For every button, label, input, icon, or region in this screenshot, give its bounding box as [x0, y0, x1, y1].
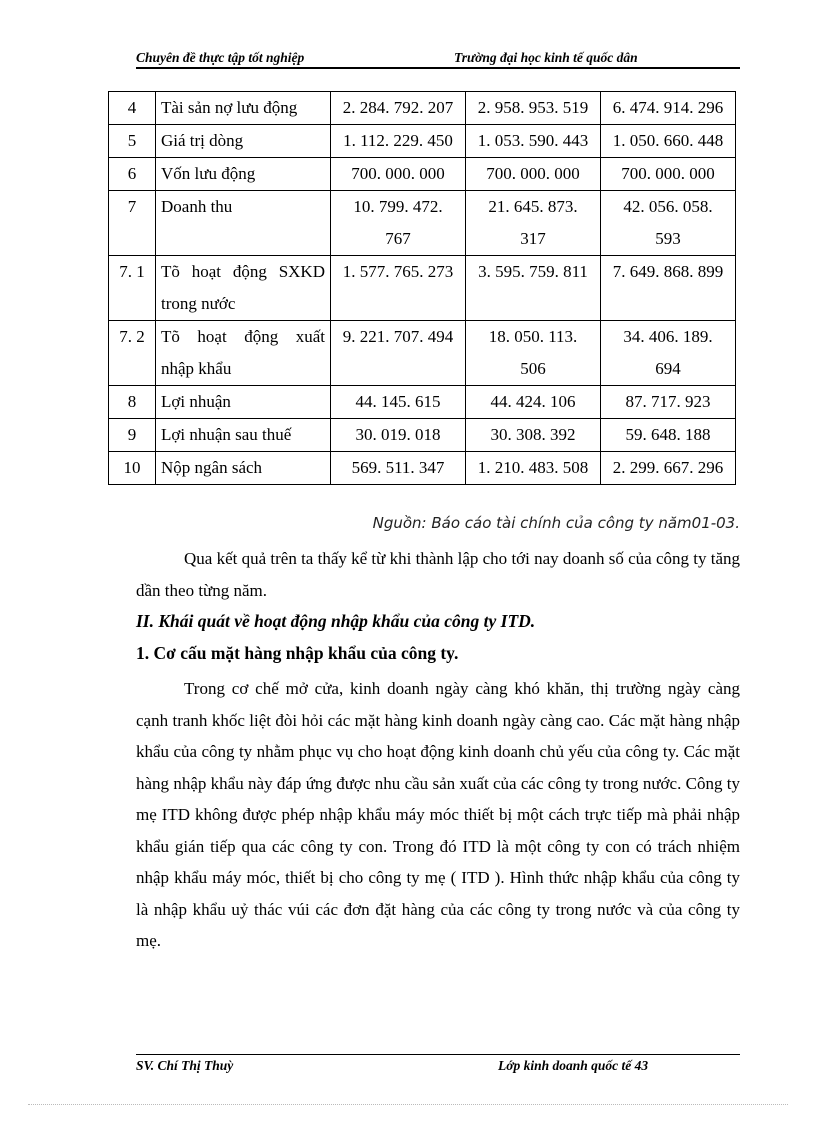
row-label-line: Vốn lưu động	[161, 164, 256, 183]
value-2003	[601, 419, 736, 452]
footer-class: Lớp kinh doanh quốc tế 43	[498, 1058, 649, 1073]
value-2002	[466, 92, 601, 125]
value-2001-line: 569. 511. 347	[351, 458, 445, 477]
row-label	[156, 92, 331, 125]
value-2001	[331, 452, 466, 485]
row-label	[156, 386, 331, 419]
value-2001-line: 1. 112. 229. 450	[343, 131, 453, 150]
row-label-line: Lợi nhuận	[161, 392, 231, 411]
value-2001	[331, 92, 466, 125]
value-2002-line: 506	[520, 359, 546, 378]
value-2001-line: 10. 799. 472.	[353, 197, 443, 216]
table-row	[109, 386, 736, 419]
value-2002	[466, 419, 601, 452]
value-2002	[466, 386, 601, 419]
value-2003-line: 34. 406. 189.	[623, 327, 713, 346]
page-footer	[136, 1058, 740, 1078]
value-2002-line: 18. 050. 113.	[488, 327, 578, 346]
value-2003-line: 2. 299. 667. 296	[612, 458, 724, 477]
value-2003	[601, 92, 736, 125]
value-2002-line: 317	[520, 229, 546, 248]
value-2001-line: 700. 000. 000	[351, 164, 445, 183]
source-note: Nguồn: Báo cáo tài chính của công ty năm01-03.	[372, 514, 740, 532]
value-2002	[466, 321, 601, 386]
row-label	[156, 256, 331, 321]
row-label	[156, 321, 331, 386]
footer-rule	[136, 1054, 740, 1055]
paragraph-1-text: Qua kết quả trên ta thấy kể từ khi thành lập cho tới nay doanh số của công ty tăng dần theo từng năm.	[136, 549, 740, 600]
row-index: 6	[109, 158, 156, 191]
value-2002-line: 21. 645. 873.	[488, 197, 578, 216]
table-row	[109, 452, 736, 485]
paragraph-2-text: Trong cơ chế mở cửa, kinh doanh ngày càng khó khăn, thị trường ngày càng cạnh tranh khốc liệt đòi hỏi các mặt hàng kinh doanh ngày càng cao. Các mặt hàng nhập khẩu của công ty nhằm phục vụ cho hoạt động kinh doanh chủ yếu của công ty. Các mặt hàng nhập khẩu này đáp ứng được nhu cầu sản xuất của các công ty trong nước. Công ty mẹ ITD không được phép nhập khẩu máy móc thiết bị một cách trực tiếp mà phải nhập khẩu gián tiếp qua các công ty con. Trong đó ITD là một công ty con có trách nhiệm nhập khẩu máy móc, thiết bị cho công ty mẹ ( ITD ). Hình thức nhập khẩu của công ty là nhập khẩu uỷ thác vúi các đơn đặt hàng của các công ty trong nước và của công ty mẹ.	[136, 679, 740, 950]
row-label-line: trong nước	[161, 294, 236, 313]
paragraph-1	[136, 543, 740, 606]
value-2003-line: 6. 474. 914. 296	[612, 98, 724, 117]
value-2001-line: 44. 145. 615	[355, 392, 441, 411]
value-2003-line: 59. 648. 188	[625, 425, 711, 444]
row-label-line: Lợi nhuận sau thuế	[161, 425, 292, 444]
row-index: 10	[109, 452, 156, 485]
value-2003-line: 87. 717. 923	[625, 392, 711, 411]
row-label	[156, 452, 331, 485]
row-index: 7. 2	[109, 321, 156, 386]
value-2003	[601, 158, 736, 191]
table-row	[109, 321, 736, 386]
row-label-line: Tõ hoạt động xuất	[161, 327, 325, 346]
row-index: 9	[109, 419, 156, 452]
value-2002	[466, 191, 601, 256]
row-label	[156, 191, 331, 256]
value-2001-line: 2. 284. 792. 207	[342, 98, 454, 117]
table-row	[109, 191, 736, 256]
value-2003-line: 42. 056. 058.	[623, 197, 713, 216]
value-2003	[601, 191, 736, 256]
value-2003-line: 694	[655, 359, 681, 378]
value-2002-line: 700. 000. 000	[486, 164, 580, 183]
page-header	[136, 48, 740, 68]
row-label-line: nhập khẩu	[161, 359, 232, 378]
value-2002	[466, 256, 601, 321]
paragraph-2	[136, 673, 740, 957]
value-2001-line: 30. 019. 018	[355, 425, 441, 444]
row-index: 7	[109, 191, 156, 256]
value-2002	[466, 158, 601, 191]
header-right-title: Trường đại học kinh tế quốc dân	[454, 50, 638, 65]
table-row	[109, 256, 736, 321]
row-label-line: Tõ hoạt động SXKD	[161, 262, 325, 281]
value-2002-line: 1. 053. 590. 443	[477, 131, 589, 150]
value-2001	[331, 158, 466, 191]
value-2001-line: 1. 577. 765. 273	[342, 262, 454, 281]
value-2002-line: 3. 595. 759. 811	[478, 262, 588, 281]
value-2001-line: 767	[385, 229, 411, 248]
header-rule	[136, 67, 740, 69]
value-2003-line: 593	[655, 229, 681, 248]
value-2001	[331, 256, 466, 321]
table-row	[109, 419, 736, 452]
row-index: 7. 1	[109, 256, 156, 321]
financial-table-body	[109, 92, 736, 485]
value-2002-line: 2. 958. 953. 519	[477, 98, 589, 117]
value-2003	[601, 125, 736, 158]
row-index: 5	[109, 125, 156, 158]
row-label-line: Giá trị dòng	[161, 131, 244, 150]
row-label	[156, 419, 331, 452]
value-2002	[466, 125, 601, 158]
value-2002-line: 30. 308. 392	[490, 425, 576, 444]
table-row	[109, 125, 736, 158]
subsection-heading: 1. Cơ cấu mặt hàng nhập khẩu của công ty.	[136, 643, 459, 663]
value-2003-line: 1. 050. 660. 448	[612, 131, 724, 150]
value-2003-line: 700. 000. 000	[621, 164, 715, 183]
value-2002	[466, 452, 601, 485]
table-row	[109, 92, 736, 125]
value-2001	[331, 125, 466, 158]
value-2001	[331, 321, 466, 386]
value-2003	[601, 386, 736, 419]
row-label-line: Tài sản nợ lưu động	[161, 98, 298, 117]
row-label-line: Doanh thu	[161, 197, 233, 216]
row-index: 8	[109, 386, 156, 419]
section-heading: II. Khái quát về hoạt động nhập khẩu của công ty ITD.	[136, 611, 536, 631]
row-label	[156, 158, 331, 191]
table-row	[109, 158, 736, 191]
header-left-title: Chuyên đề thực tập tốt nghiệp	[136, 50, 305, 65]
value-2003	[601, 452, 736, 485]
value-2001	[331, 191, 466, 256]
value-2001	[331, 386, 466, 419]
value-2003	[601, 321, 736, 386]
row-label	[156, 125, 331, 158]
value-2003	[601, 256, 736, 321]
row-label-line: Nộp ngân sách	[161, 458, 263, 477]
value-2003-line: 7. 649. 868. 899	[612, 262, 724, 281]
value-2001-line: 9. 221. 707. 494	[342, 327, 454, 346]
value-2002-line: 44. 424. 106	[490, 392, 576, 411]
page-bottom-border	[28, 1104, 788, 1105]
value-2002-line: 1. 210. 483. 508	[477, 458, 589, 477]
row-index: 4	[109, 92, 156, 125]
financial-table	[108, 91, 736, 485]
footer-author: SV. Chí Thị Thuỳ	[136, 1058, 234, 1073]
value-2001	[331, 419, 466, 452]
